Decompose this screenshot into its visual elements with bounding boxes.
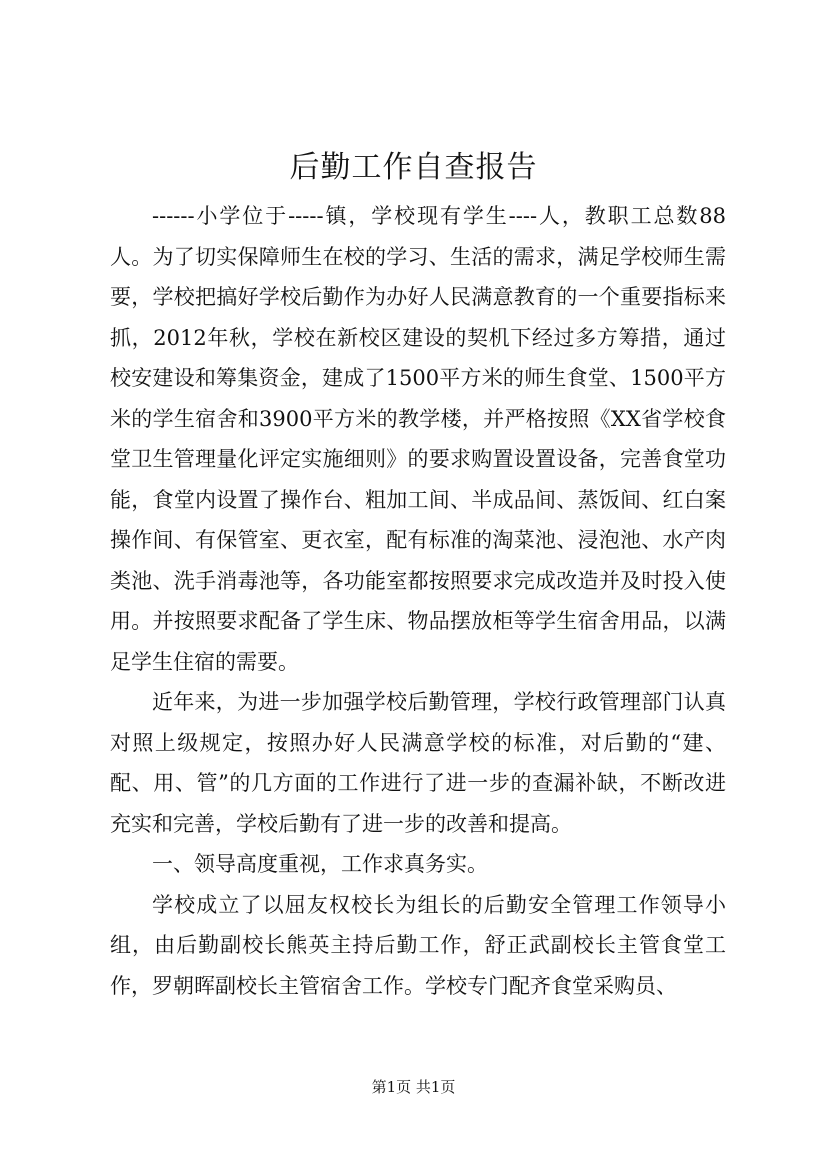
section-heading-leadership: 一、领导高度重视，工作求真务实。	[152, 852, 488, 876]
document-body	[110, 196, 726, 1006]
document-title: 后勤工作自查报告	[289, 150, 538, 185]
paragraph-recent-years: 近年来，为进一步加强学校后勤管理，学校行政管理部门认真对照上级规定，按照办好人民满意学校的标准，对后勤的“建、配、用、管”的几方面的工作进行了进一步的查漏补缺，不断改进充实和完善，学校后勤有了进一步的改善和提高。	[110, 690, 726, 836]
paragraph-leadership-group: 学校成立了以屈友权校长为组长的后勤安全管理工作领导小组，由后勤副校长熊英主持后勤工作，舒正武副校长主管食堂工作，罗朝晖副校长主管宿舍工作。学校专门配齐食堂采购员、	[110, 892, 726, 998]
paragraph-intro: ------小学位于-----镇，学校现有学生----人，教职工总数88人。为了切实保障师生在校的学习、生活的需求，满足学校师生需要，学校把搞好学校后勤作为办好人民满意教育的一个重要指标来抓，2012年秋，学校在新校区建设的契机下经过多方筹措，通过校安建设和筹集资金，建成了1500平方米的师生食堂、1500平方米的学生宿舍和3900平方米的教学楼，并严格按照《XX省学校食堂卫生管理量化评定实施细则》的要求购置设置设备，完善食堂功能，食堂内设置了操作台、粗加工间、半成品间、蒸饭间、红白案操作间、有保管室、更衣室，配有标准的淘菜池、浸泡池、水产肉类池、洗手消毒池等，各功能室都按照要求完成改造并及时投入使用。并按照要求配备了学生床、物品摆放柜等学生宿舍用品，以满足学生住宿的需要。	[110, 204, 726, 674]
page-footer: 第1页 共1页	[371, 1078, 456, 1096]
